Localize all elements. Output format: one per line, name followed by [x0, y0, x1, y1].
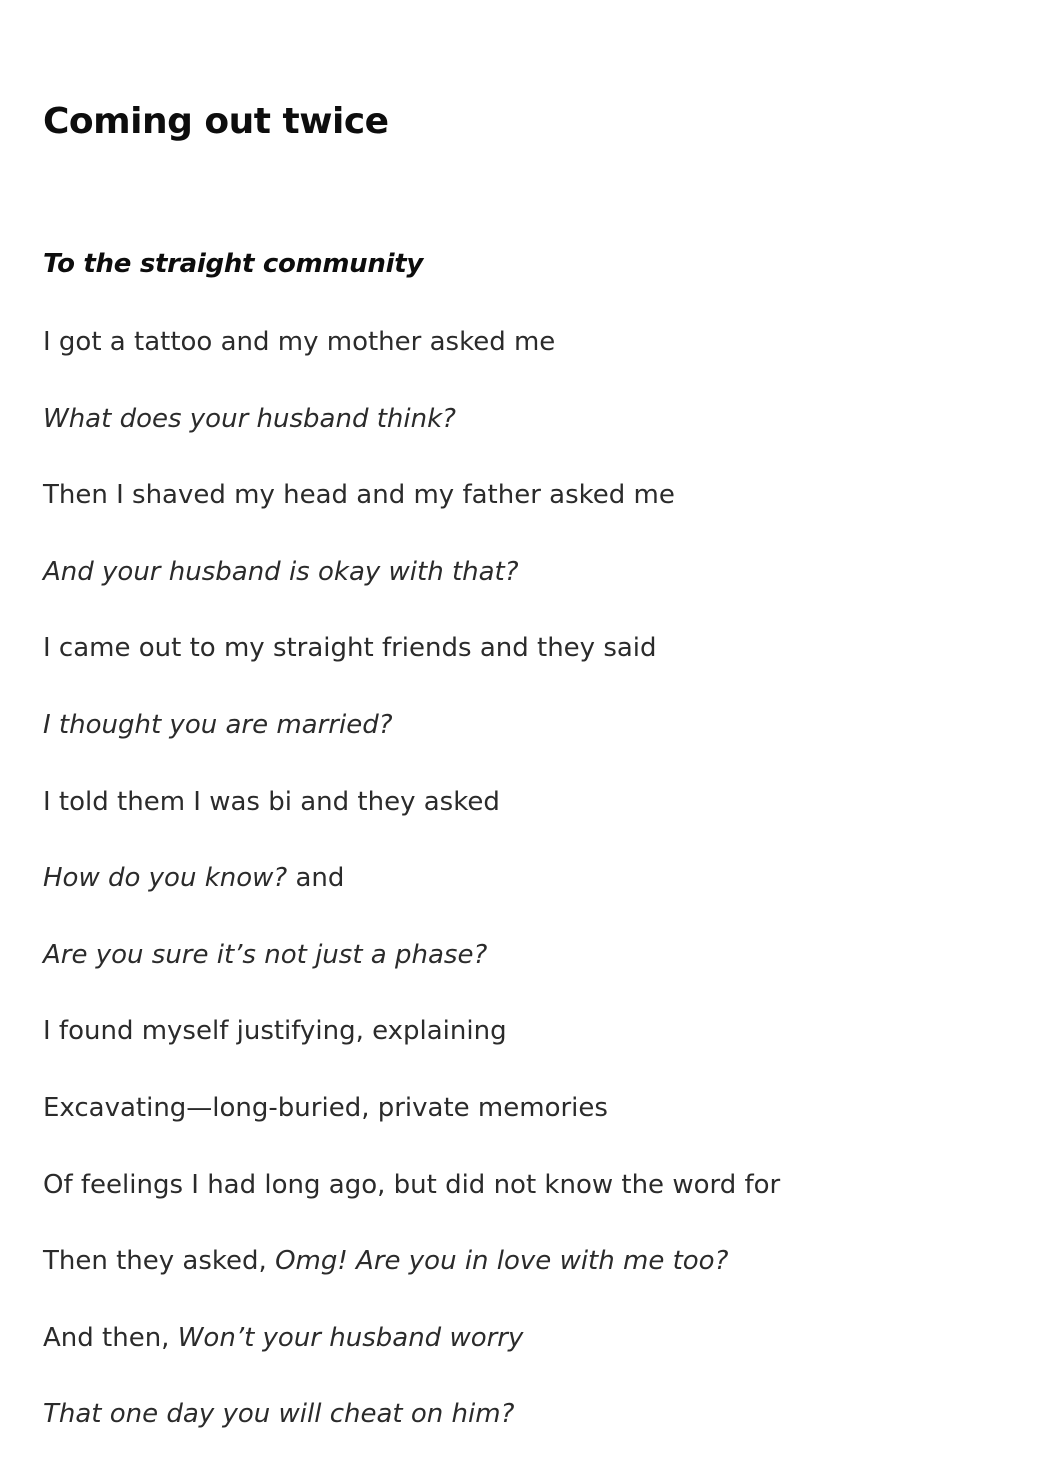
- italic-text-segment: Omg! Are you in love with me too?: [275, 1246, 729, 1277]
- poem-line: [43, 784, 780, 861]
- poem-line: [43, 1013, 780, 1090]
- poem-lines: [43, 324, 780, 1473]
- poem-line: [43, 554, 780, 631]
- poem-line: [43, 324, 780, 401]
- text-segment: I told them I was bi and they asked: [43, 786, 500, 817]
- poem-line: [43, 1167, 780, 1244]
- poem-line: [43, 860, 780, 937]
- italic-text-segment: What does your husband think?: [43, 403, 456, 434]
- poem-line: [43, 1090, 780, 1167]
- text-segment: I came out to my straight friends and they said: [43, 633, 657, 664]
- poem-line: [43, 1320, 780, 1397]
- text-segment: And then,: [43, 1322, 178, 1353]
- poem-line: [43, 630, 780, 707]
- poem-line: [43, 477, 780, 554]
- italic-text-segment: That one day you will cheat on him?: [43, 1399, 515, 1430]
- italic-text-segment: I thought you are married?: [43, 709, 393, 740]
- italic-text-segment: Are you sure it’s not just a phase?: [43, 939, 488, 970]
- poem-line: [43, 707, 780, 784]
- italic-text-segment: How do you know?: [43, 863, 288, 894]
- text-segment: I found myself justifying, explaining: [43, 1016, 507, 1047]
- text-segment: Then they asked,: [43, 1246, 276, 1277]
- italic-text-segment: Won’t your husband worry: [177, 1322, 524, 1353]
- text-segment: and: [287, 863, 345, 894]
- text-segment: Excavating—long-buried, private memories: [43, 1092, 608, 1123]
- text-segment: I got a tattoo and my mother asked me: [43, 327, 556, 357]
- poem-title: Coming out twice: [43, 101, 389, 142]
- poem-line: [43, 1243, 780, 1320]
- section-heading: To the straight community: [43, 249, 423, 279]
- poem-line: [43, 1396, 780, 1473]
- poem-line: [43, 401, 780, 478]
- italic-text-segment: And your husband is okay with that?: [43, 556, 519, 587]
- text-segment: Then I shaved my head and my father asked me: [43, 480, 675, 511]
- poem-line: [43, 937, 780, 1014]
- text-segment: Of feelings I had long ago, but did not know the word for: [43, 1169, 781, 1200]
